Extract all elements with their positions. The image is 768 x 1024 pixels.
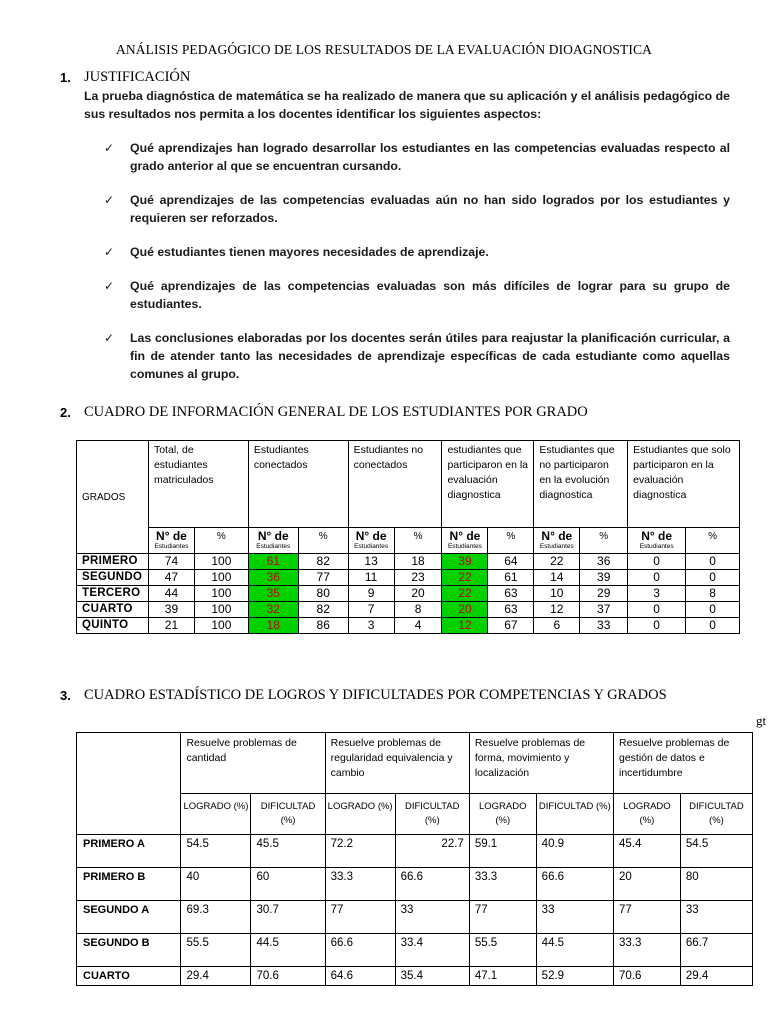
table-cell: 44 (148, 586, 194, 602)
table-row (77, 554, 740, 570)
dificultad-header: DIFICULTAD (%) (536, 794, 613, 835)
table-cell: 40 (181, 868, 251, 901)
table-cell: 20 (442, 602, 488, 618)
table-cell: 47.1 (469, 967, 536, 986)
table-cell: 10 (534, 586, 580, 602)
table-cell: 54.5 (181, 835, 251, 868)
table-cell: 18 (394, 554, 442, 570)
checkmark-icon: ✓ (104, 193, 115, 207)
table-cell: 0 (686, 554, 740, 570)
sub-header-count (348, 528, 394, 554)
sub-header-count (628, 528, 686, 554)
table-cell: 18 (248, 618, 298, 634)
table-cell: 64 (488, 554, 534, 570)
sub-header-count (534, 528, 580, 554)
grade-label: CUARTO (77, 602, 149, 618)
table-cell: 39 (580, 570, 628, 586)
sub-header-count-caption: Estudiantes (639, 543, 674, 550)
competency-header-row (77, 733, 753, 794)
sub-header-percent: % (580, 528, 628, 554)
table-cell: 22 (442, 586, 488, 602)
table-cell: 64.6 (325, 967, 395, 986)
table-cell: 63 (488, 602, 534, 618)
sub-header-percent: % (298, 528, 348, 554)
table-cell: 80 (680, 868, 752, 901)
bullet-text: Las conclusiones elaboradas por los docentes serán útiles para reajustar la planificación curricular, a fin de atender tanto las necesidades de aprendizaje específicas de cada estudiante como aquellas comunes al grupo. (130, 331, 730, 381)
sub-header-count-caption: Estudiantes (447, 543, 482, 550)
sub-header-count-caption: Estudiantes (154, 543, 189, 550)
logrado-header: LOGRADO (%) (469, 794, 536, 835)
sub-header-count-label: N° de (257, 529, 289, 543)
grade-label: QUINTO (77, 618, 149, 634)
table-cell: 100 (194, 570, 248, 586)
table-cell: 55.5 (469, 934, 536, 967)
section-1-number: 1. (60, 70, 71, 85)
table-cell: 61 (488, 570, 534, 586)
logrado-header: LOGRADO (%) (181, 794, 251, 835)
table-cell: 0 (628, 602, 686, 618)
table-row (77, 586, 740, 602)
table-cell: 61 (248, 554, 298, 570)
table-cell: 33.3 (613, 934, 680, 967)
table-cell: 86 (298, 618, 348, 634)
justification-bullet-list (104, 139, 730, 399)
grade-section-label: SEGUNDO B (77, 934, 181, 967)
table-row (77, 570, 740, 586)
checkmark-icon: ✓ (104, 331, 115, 345)
group-header-no-participaron: Estudiantes que no participaron en la evolución diagnostica (534, 441, 628, 528)
table-cell: 33.3 (469, 868, 536, 901)
table-cell: 9 (348, 586, 394, 602)
group-header-participaron: estudiantes que participaron en la evaluación diagnostica (442, 441, 534, 528)
table-cell: 4 (394, 618, 442, 634)
document-title: ANÁLISIS PEDAGÓGICO DE LOS RESULTADOS DE LA EVALUACIÓN DIOAGNOSTICA (116, 42, 652, 57)
table-cell: 33 (395, 901, 469, 934)
grade-section-label: CUARTO (77, 967, 181, 986)
dificultad-header: DIFICULTAD (%) (251, 794, 325, 835)
students-by-grade-table (76, 440, 740, 634)
table-cell: 3 (628, 586, 686, 602)
table-cell: 35.4 (395, 967, 469, 986)
table-cell: 47 (148, 570, 194, 586)
table-row (77, 602, 740, 618)
sub-header-count (148, 528, 194, 554)
table-cell: 70.6 (613, 967, 680, 986)
bullet-text: Qué aprendizajes de las competencias evaluadas aún no han sido logrados por los estudiantes y requieren ser reforzados. (130, 193, 730, 225)
table-cell: 39 (148, 602, 194, 618)
table-cell: 44.5 (536, 934, 613, 967)
table-cell: 67 (488, 618, 534, 634)
sub-header-count-caption: Estudiantes (354, 543, 389, 550)
table-cell: 66.7 (680, 934, 752, 967)
table-cell: 12 (442, 618, 488, 634)
table-cell: 82 (298, 602, 348, 618)
sub-header-count-caption: Estudiantes (256, 543, 291, 550)
section-3-title: CUADRO ESTADÍSTICO DE LOGROS Y DIFICULTADES POR COMPETENCIAS Y GRADOS (84, 687, 667, 703)
table-cell: 45.4 (613, 835, 680, 868)
table-cell: 37 (580, 602, 628, 618)
competency-header: Resuelve problemas de gestión de datos e incertidumbre (613, 733, 752, 794)
sub-header-row (77, 528, 740, 554)
table-cell: 29.4 (680, 967, 752, 986)
table-cell: 100 (194, 618, 248, 634)
table-cell: 44.5 (251, 934, 325, 967)
table-cell: 77 (613, 901, 680, 934)
grade-label: PRIMERO (77, 554, 149, 570)
sub-header-count-label: N° de (355, 529, 387, 543)
section-2-number: 2. (60, 405, 71, 420)
bullet-item (104, 329, 730, 383)
table-cell: 66.6 (536, 868, 613, 901)
group-header-solo-participaron: Estudiantes que solo participaron en la evaluación diagnostica (628, 441, 740, 528)
achievements-table-body (77, 835, 753, 986)
bullet-text: Qué aprendizajes han logrado desarrollar los estudiantes en las competencias evaluadas respecto al grado anterior al que se encuentran cursando. (130, 141, 730, 173)
table-cell: 0 (686, 618, 740, 634)
sub-header-percent: % (686, 528, 740, 554)
table-cell: 59.1 (469, 835, 536, 868)
sub-header-count-label: N° de (641, 529, 673, 543)
table-cell: 12 (534, 602, 580, 618)
table-cell: 22 (534, 554, 580, 570)
table-cell: 3 (348, 618, 394, 634)
table-cell: 33 (680, 901, 752, 934)
table-cell: 36 (248, 570, 298, 586)
table-cell: 32 (248, 602, 298, 618)
section-1-heading (60, 69, 190, 86)
dificultad-header: DIFICULTAD (%) (395, 794, 469, 835)
section-3-heading (60, 687, 667, 704)
table-cell: 11 (348, 570, 394, 586)
table-cell: 60 (251, 868, 325, 901)
table-cell: 33 (580, 618, 628, 634)
table-cell: 39 (442, 554, 488, 570)
table-cell: 6 (534, 618, 580, 634)
table-row (77, 934, 753, 967)
section-2-heading (60, 404, 588, 421)
grade-label: SEGUNDO (77, 570, 149, 586)
grade-section-label: SEGUNDO A (77, 901, 181, 934)
logrado-header: LOGRADO (%) (325, 794, 395, 835)
achievements-by-competency-table (76, 732, 753, 986)
grados-header: GRADOS (77, 441, 149, 554)
table-cell: 29 (580, 586, 628, 602)
grade-section-label: PRIMERO A (77, 835, 181, 868)
table-cell: 74 (148, 554, 194, 570)
table-cell: 69.3 (181, 901, 251, 934)
logrado-header: LOGRADO (%) (613, 794, 680, 835)
group-header-no-conectados: Estudiantes no conectados (348, 441, 442, 528)
table-cell: 82 (298, 554, 348, 570)
table-cell: 29.4 (181, 967, 251, 986)
sub-header-percent: % (394, 528, 442, 554)
table-cell: 66.6 (325, 934, 395, 967)
checkmark-icon: ✓ (104, 279, 115, 293)
table-cell: 30.7 (251, 901, 325, 934)
section-3-number: 3. (60, 688, 71, 703)
table-row (77, 618, 740, 634)
table-cell: 0 (686, 602, 740, 618)
competency-header: Resuelve problemas de regularidad equivalencia y cambio (325, 733, 469, 794)
table-cell: 77 (325, 901, 395, 934)
section-1-title: JUSTIFICACIÓN (84, 69, 191, 85)
competency-header: Resuelve problemas de forma, movimiento y localización (469, 733, 613, 794)
table-cell: 23 (394, 570, 442, 586)
table-cell: 54.5 (680, 835, 752, 868)
bullet-item (104, 277, 730, 313)
table-row (77, 901, 753, 934)
table-cell: 13 (348, 554, 394, 570)
students-table-body (77, 554, 740, 634)
table-cell: 8 (394, 602, 442, 618)
table-cell: 70.6 (251, 967, 325, 986)
bullet-text: Qué aprendizajes de las competencias evaluadas son más difíciles de lograr para su grupo de estudiantes. (130, 279, 730, 311)
dificultad-header: DIFICULTAD (%) (680, 794, 752, 835)
group-header-conectados: Estudiantes conectados (248, 441, 348, 528)
table-row (77, 868, 753, 901)
table-cell: 40.9 (536, 835, 613, 868)
cropped-edge-mark: gt (756, 713, 767, 728)
table-cell: 22 (442, 570, 488, 586)
checkmark-icon: ✓ (104, 141, 115, 155)
table-cell: 52.9 (536, 967, 613, 986)
table-cell: 36 (580, 554, 628, 570)
sub-header-count (248, 528, 298, 554)
group-header-matriculados: Total, de estudiantes matriculados (148, 441, 248, 528)
table-cell: 0 (628, 554, 686, 570)
table-cell: 33.4 (395, 934, 469, 967)
table-cell: 0 (686, 570, 740, 586)
table-cell: 100 (194, 602, 248, 618)
table-cell: 55.5 (181, 934, 251, 967)
table-cell: 22.7 (395, 835, 469, 868)
sub-header-count-label: N° de (449, 529, 481, 543)
table-cell: 100 (194, 554, 248, 570)
table-cell: 33 (536, 901, 613, 934)
sub-header-percent: % (194, 528, 248, 554)
sub-header-percent: % (488, 528, 534, 554)
sub-header-count-label: N° de (156, 529, 187, 543)
table-cell: 100 (194, 586, 248, 602)
table-cell: 66.6 (395, 868, 469, 901)
table-cell: 14 (534, 570, 580, 586)
sub-header-count-caption: Estudiantes (539, 543, 574, 550)
table-cell: 7 (348, 602, 394, 618)
empty-corner-cell (77, 733, 181, 835)
grade-section-label: PRIMERO B (77, 868, 181, 901)
table-cell: 77 (469, 901, 536, 934)
table-cell: 8 (686, 586, 740, 602)
table-cell: 45.5 (251, 835, 325, 868)
table-cell: 0 (628, 618, 686, 634)
competency-header: Resuelve problemas de cantidad (181, 733, 325, 794)
table-cell: 72.2 (325, 835, 395, 868)
bullet-item (104, 243, 730, 261)
table-cell: 80 (298, 586, 348, 602)
table-cell: 0 (628, 570, 686, 586)
section-1-intro: La prueba diagnóstica de matemática se ha realizado de manera que su aplicación y el análisis pedagógico de sus resultados nos permita a los docentes identificar los siguientes aspectos: (84, 89, 730, 121)
bullet-item (104, 139, 730, 175)
table-row (77, 967, 753, 986)
checkmark-icon: ✓ (104, 245, 115, 259)
grade-label: TERCERO (77, 586, 149, 602)
table-cell: 20 (613, 868, 680, 901)
table-cell: 77 (298, 570, 348, 586)
table-row (77, 835, 753, 868)
table-cell: 20 (394, 586, 442, 602)
sub-header-count (442, 528, 488, 554)
bullet-item (104, 191, 730, 227)
bullet-text: Qué estudiantes tienen mayores necesidades de aprendizaje. (130, 245, 489, 259)
sub-header-count-label: N° de (541, 529, 573, 543)
table-cell: 33.3 (325, 868, 395, 901)
table-cell: 35 (248, 586, 298, 602)
table-cell: 63 (488, 586, 534, 602)
section-2-title: CUADRO DE INFORMACIÓN GENERAL DE LOS ESTUDIANTES POR GRADO (84, 404, 588, 420)
table-cell: 21 (148, 618, 194, 634)
